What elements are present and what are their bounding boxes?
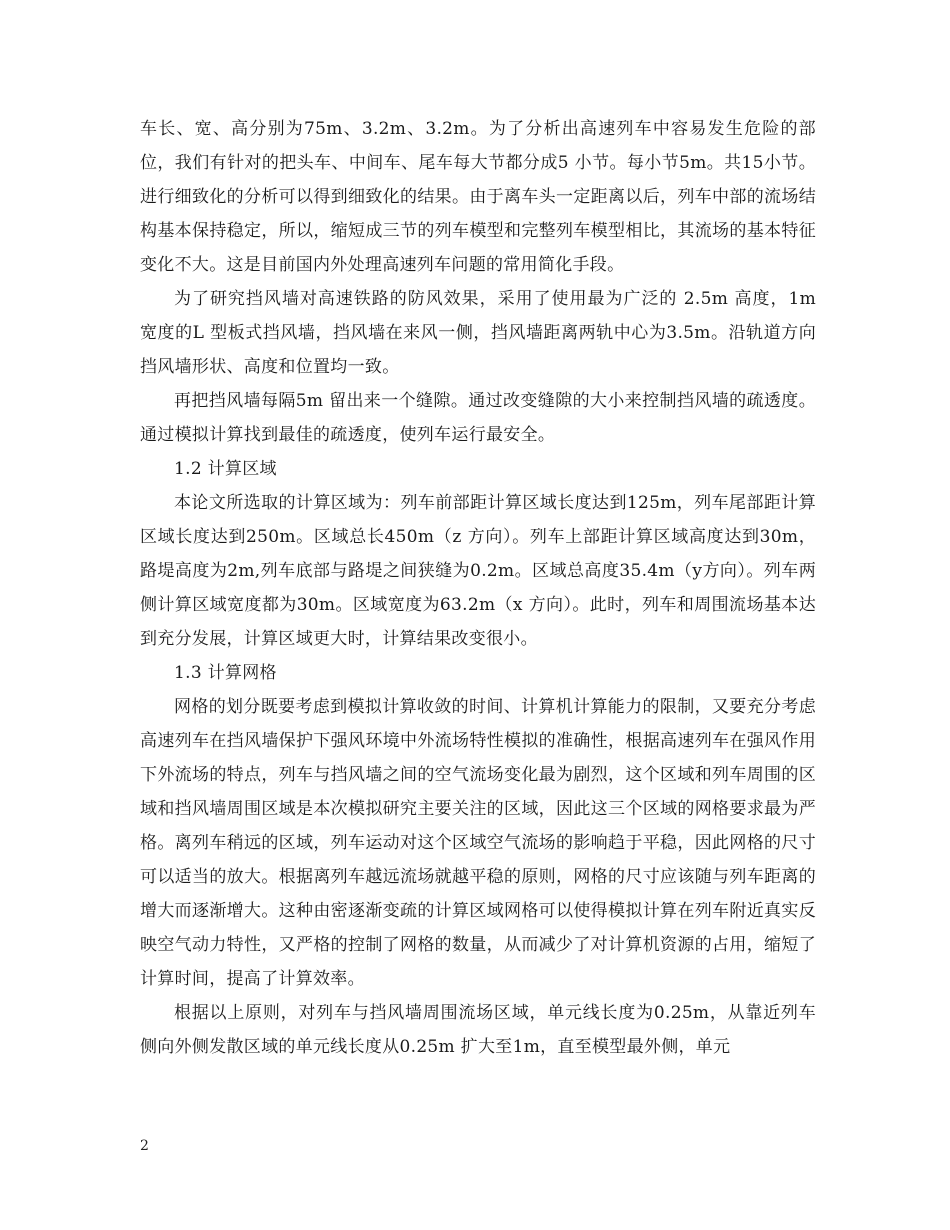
paragraph-mesh-principles: 网格的划分既要考虑到模拟计算收敛的时间、计算机计算能力的限制，又要充分考虑高速列车在挡风墙保护下强风环境中外流场特性模拟的准确性，根据高速列车在强风作用下外流场的特点，列车与挡风墙之间的空气流场变化最为剧烈，这个区域和列车周围的区域和挡风墙周围区域是本次模拟研究主要关注的区域，因此这三个区域的网格要求最为严格。离列车稍远的区域，列车运动对这个区域空气流场的影响趋于平稳，因此网格的尺寸可以适当的放大。根据离列车越远流场就越平稳的原则，网格的尺寸应该随与列车距离的增大而逐渐增大。这种由密逐渐变疏的计算区域网格可以使得模拟计算在列车附近真实反映空气动力特性，又严格的控制了网格的数量，从而减少了对计算机资源的占用，缩短了计算时间，提高了计算效率。: [140, 697, 816, 989]
section-heading-computation-mesh: 1.3 计算网格: [174, 663, 277, 683]
paragraph-mesh-sizes: 根据以上原则，对列车与挡风墙周围流场区域，单元线长度为0.25m，从靠近列车侧向外侧发散区域的单元线长度从0.25m 扩大至1m，直至模型最外侧，单元: [140, 1003, 816, 1057]
page-number: 2: [140, 1138, 149, 1154]
paragraph-train-model: 车长、宽、高分别为75m、3.2m、3.2m。为了分析出高速列车中容易发生危险的部位，我们有针对的把头车、中间车、尾车每大节都分成5 小节。每小节5m。共15小节。进行细致化的分析可以得到细致化的结果。由于离车头一定距离以后，列车中部的流场结构基本保持稳定，所以，缩短成三节的列车模型和完整列车模型相比，其流场的基本特征变化不大。这是目前国内外处理高速列车问题的常用简化手段。: [140, 119, 816, 275]
paragraph-wall-gap: 再把挡风墙每隔5m 留出来一个缝隙。通过改变缝隙的大小来控制挡风墙的疏透度。通过模拟计算找到最佳的疏透度，使列车运行最安全。: [140, 391, 816, 445]
section-heading-computation-domain: 1.2 计算区域: [174, 459, 277, 479]
body-text: [140, 112, 816, 1064]
paragraph-computation-domain: 本论文所选取的计算区域为：列车前部距计算区域长度达到125m，列车尾部距计算区域长度达到250m。区域总长450m（z 方向）。列车上部距计算区域高度达到30m，路堤高度为2m,列车底部与路堤之间狭缝为0.2m。区域总高度35.4m（y方向）。列车两侧计算区域宽度都为30m。区域宽度为63.2m（x 方向）。此时，列车和周围流场基本达到充分发展，计算区域更大时，计算结果改变很小。: [140, 493, 816, 649]
paragraph-windbreak-wall: 为了研究挡风墙对高速铁路的防风效果，采用了使用最为广泛的 2.5m 高度，1m 宽度的L 型板式挡风墙，挡风墙在来风一侧，挡风墙距离两轨中心为3.5m。沿轨道方向挡风墙形状、高度和位置均一致。: [140, 289, 816, 377]
